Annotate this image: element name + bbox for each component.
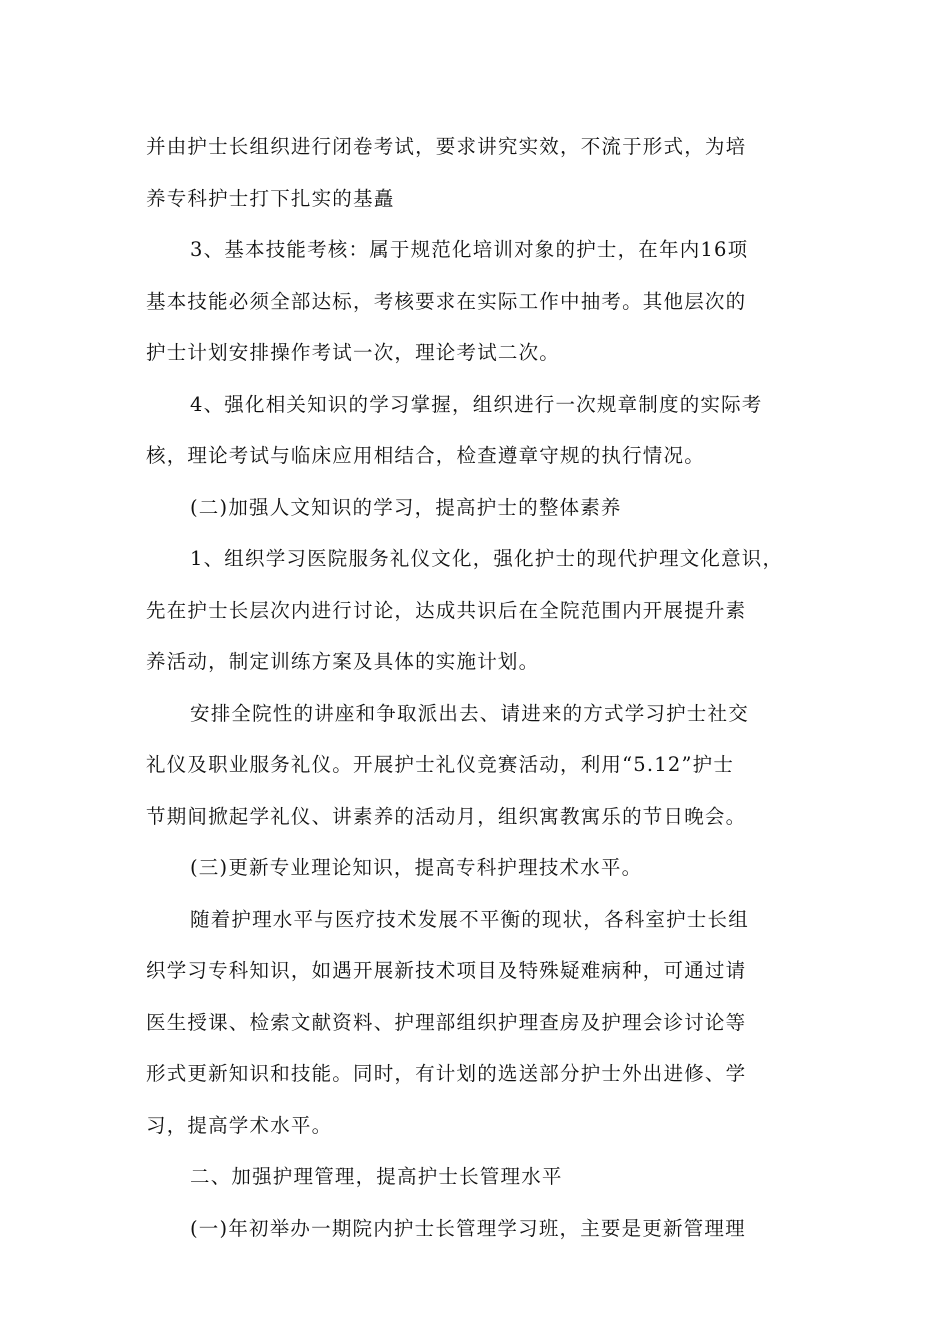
text-line: 织学习专科知识，如遇开展新技术项目及特殊疑难病种，可通过请 [146,959,747,982]
text-line: 3、基本技能考核：属于规范化培训对象的护士，在年内16项 [190,238,749,261]
text-line: 护士计划安排操作考试一次，理论考试二次。 [146,341,561,364]
section-heading: 二、加强护理管理，提高护士长管理水平 [190,1165,563,1188]
text-line: 4、强化相关知识的学习掌握，组织进行一次规章制度的实际考 [190,392,763,416]
text-line: 并由护士长组织进行闭卷考试，要求讲究实效，不流于形式，为培 [146,135,747,158]
text-line: 安排全院性的讲座和争取派出去、请进来的方式学习护士社交 [190,701,749,725]
text-line: 先在护士长层次内进行讨论，达成共识后在全院范围内开展提升素 [146,598,747,622]
text-line: (一)年初举办一期院内护士长管理学习班，主要是更新管理理 [190,1216,746,1240]
text-line: 养专科护士打下扎实的基矗 [146,186,395,210]
section-heading: (二)加强人文知识的学习，提高护士的整体素养 [190,495,622,519]
text-line: 节期间掀起学礼仪、讲素养的活动月，组织寓教寓乐的节日晚会。 [146,804,747,828]
document-body [146,128,806,1261]
text-line: 1、组织学习医院服务礼仪文化，强化护士的现代护理文化意识， [190,547,784,570]
text-line: 礼仪及职业服务礼仪。开展护士礼仪竞赛活动，利用“5.12”护士 [146,753,735,776]
text-line: 医生授课、检索文献资料、护理部组织护理查房及护理会诊讨论等 [146,1010,747,1034]
text-line: 随着护理水平与医疗技术发展不平衡的现状，各科室护士长组 [190,907,749,931]
section-heading: (三)更新专业理论知识，提高专科护理技术水平。 [190,856,643,879]
text-line: 形式更新知识和技能。同时，有计划的选送部分护士外出进修、学 [146,1062,747,1085]
text-line: 习，提高学术水平。 [146,1113,333,1137]
text-line: 核，理论考试与临床应用相结合，检查遵章守规的执行情况。 [146,444,705,467]
text-line: 基本技能必须全部达标，考核要求在实际工作中抽考。其他层次的 [146,289,747,313]
text-line: 养活动，制定训练方案及具体的实施计划。 [146,650,540,673]
